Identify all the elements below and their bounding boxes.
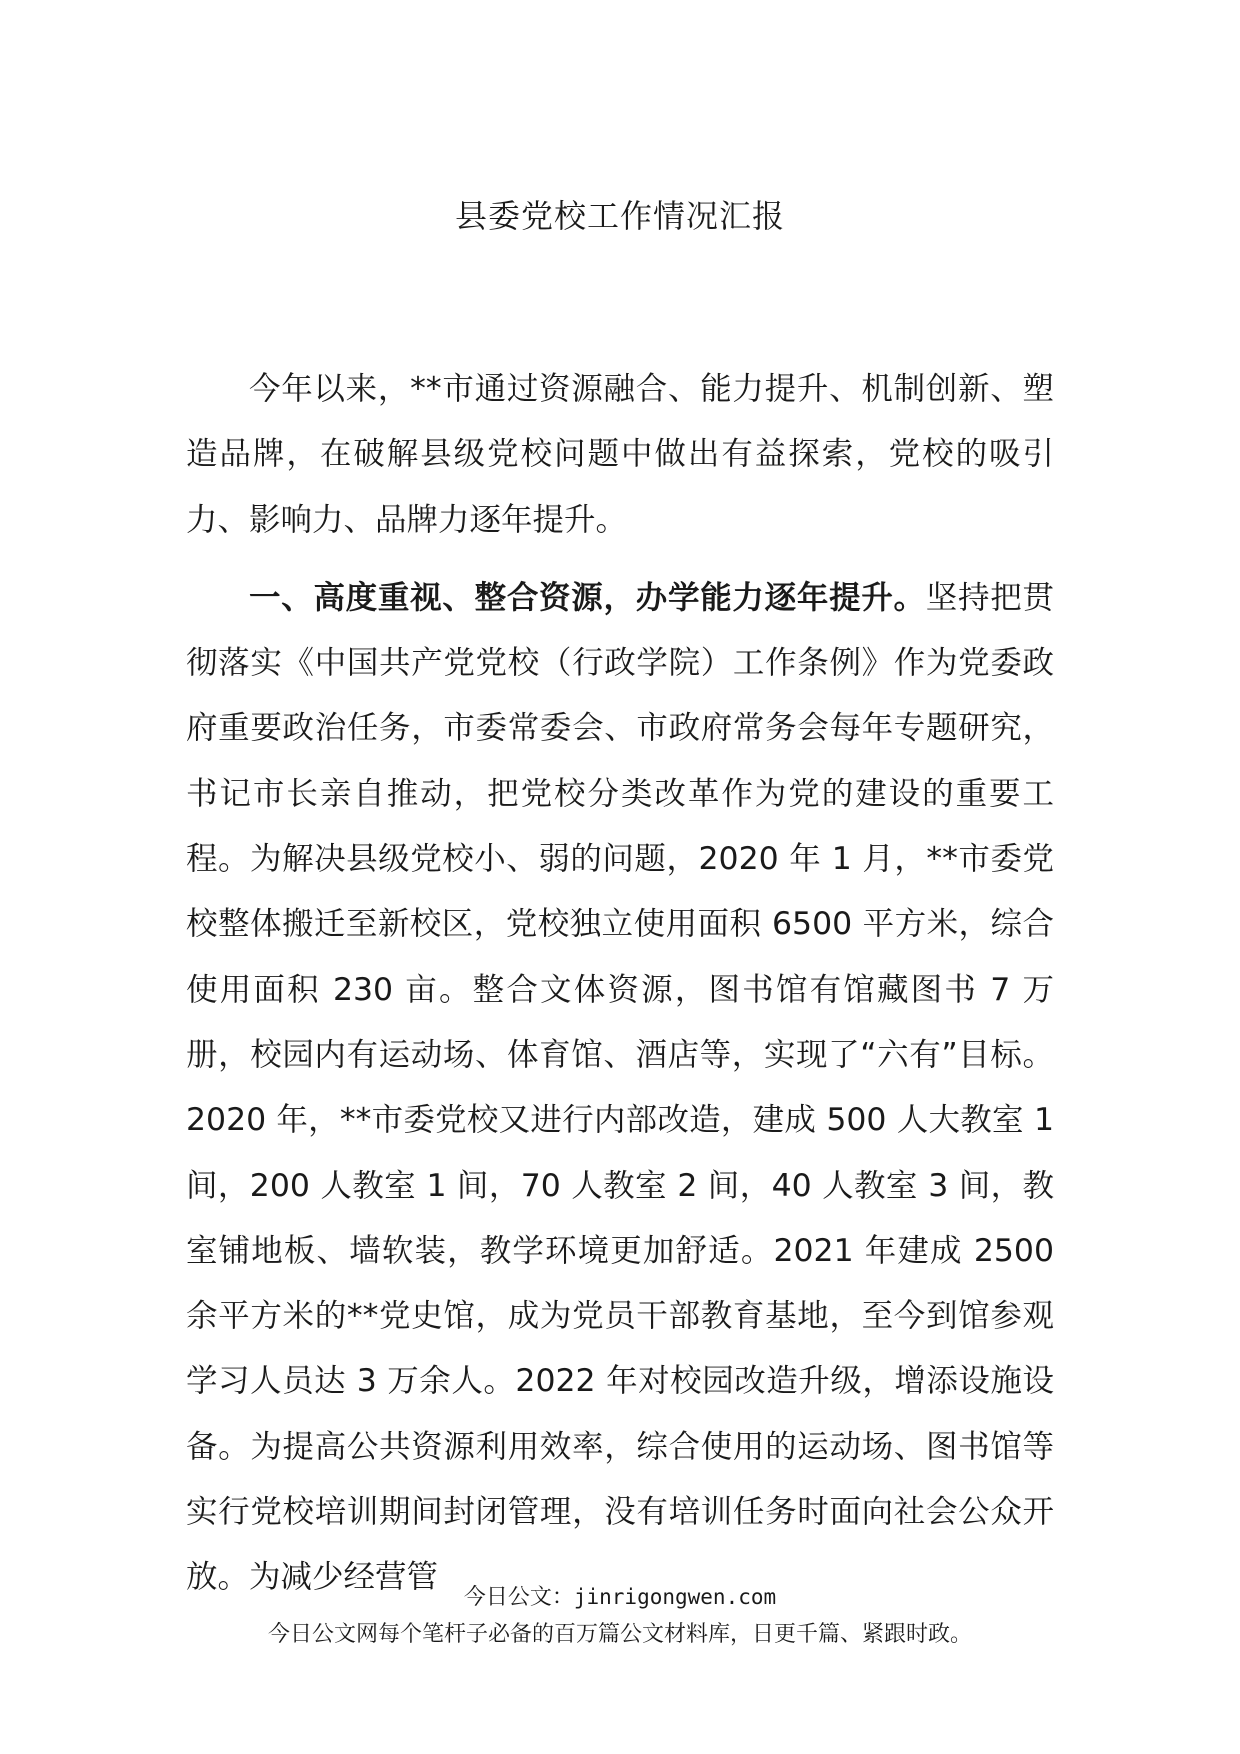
document-body [186,357,1054,1611]
document-title: 县委党校工作情况汇报 [454,197,785,235]
intro-paragraph: 今年以来，**市通过资源融合、能力提升、机制创新、塑造品牌，在破解县级党校问题中做出有益探索，党校的吸引力、影响力、品牌力逐年提升。 [186,371,1054,538]
footer-site-url[interactable]: jinrigongwen.com [573,1585,777,1609]
section-1-body: 坚持把贯彻落实《中国共产党党校（行政学院）工作条例》作为党委政府重要政治任务，市委常委会、市政府常务会每年专题研究，书记市长亲自推动，把党校分类改革作为党的建设的重要工程。为解决县级党校小、弱的问题，2020 年 1 月，**市委党校整体搬迁至新校区，党校独立使用面积 6500 平方米，综合使用面积 230 亩。整合文体资源，图书馆有馆藏图书 7 万册，校园内有运动场、体育馆、酒店等，实现了“六有”目标。2020 年，**市委党校又进行内部改造，建成 500 人大教室 1 间，200 人教室 1 间，70 人教室 2 间，40 人教室 3 间，教室铺地板、墙软装，教学环境更加舒适。2021 年建成 2500 余平方米的**党史馆，成为党员干部教育基地，至今到馆参观学习人员达 3 万余人。2022 年对校园改造升级，增添设施设备。为提高公共资源利用效率，综合使用的运动场、图书馆等实行党校培训期间封闭管理，没有培训任务时面向社会公众开放。为减少经营管 [186,579,1054,1596]
section-1-paragraph [186,566,1054,1611]
footer-slogan: 今日公文网每个笔杆子必备的百万篇公文材料库，日更千篇、紧跟时政。 [267,1622,972,1647]
section-1-heading: 一、高度重视、整合资源，办学能力逐年提升。 [249,579,926,616]
footer-site-line [0,1582,1240,1613]
footer-site-label: 今日公文： [463,1585,574,1610]
